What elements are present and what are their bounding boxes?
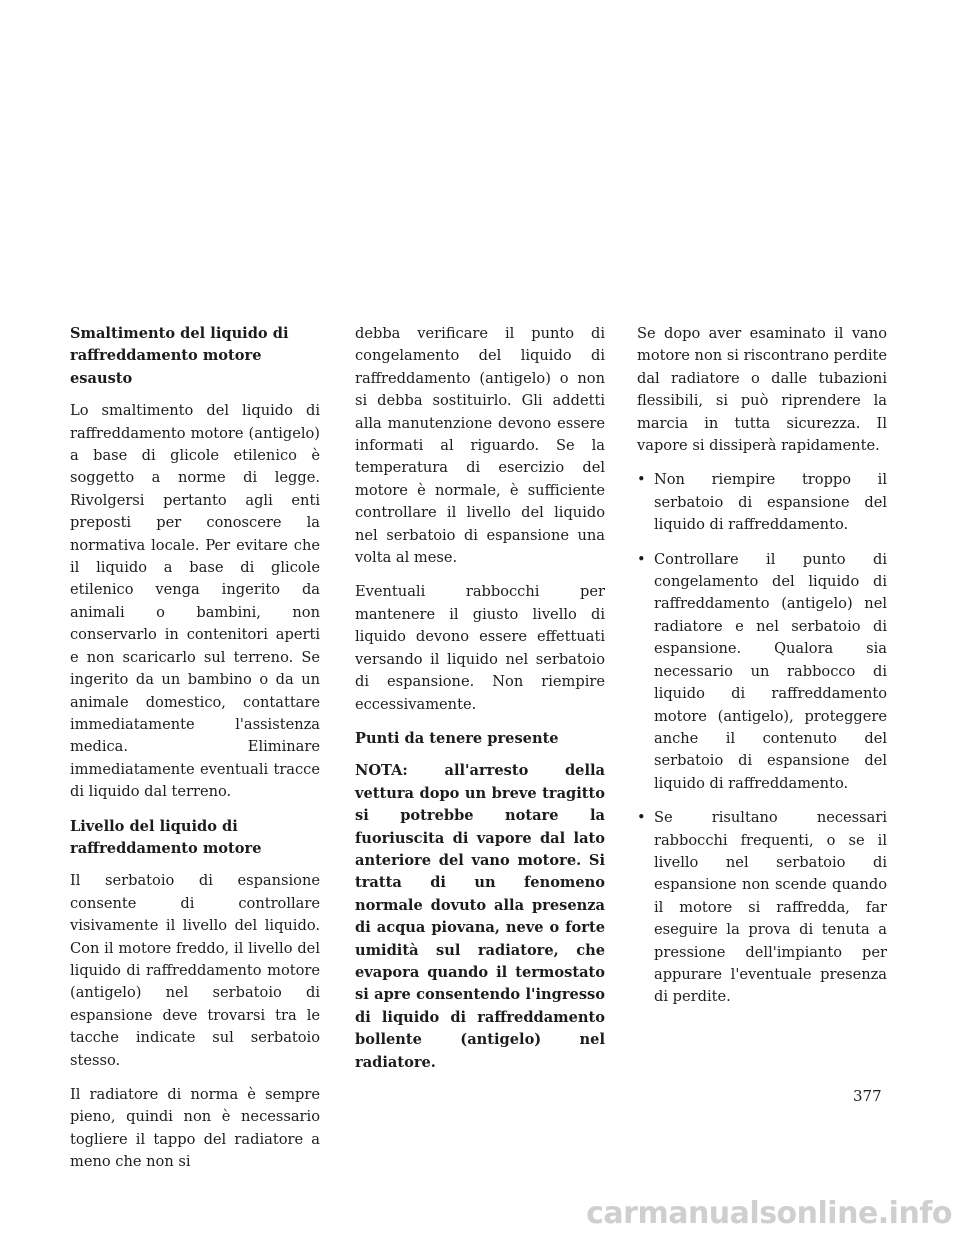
paragraph-topping-up: Eventuali rabbocchi per mantenere il giusto livello di liquido devono essere effettuati versando il liquido nel serbatoio di espansione. Non riempire eccessivamente. bbox=[355, 583, 605, 713]
text-column-3 bbox=[637, 323, 887, 1021]
section-heading-coolant-disposal: Smaltimento del liquido di raffreddamento motore esausto bbox=[70, 325, 289, 387]
text-column-2 bbox=[355, 323, 605, 1086]
paragraph-coolant-disposal: Lo smaltimento del liquido di raffreddamento motore (antigelo) a base di glicole etilenico è soggetto a norme di legge. Rivolgersi pertanto agli enti preposti per conoscere la normativa locale. Per evitare che il liquido a base di glicole etilenico venga ingerito da animali o bambini, non conservarlo in contenitori aperti e non scaricarlo sul terreno. Se ingerito da un bambino o da un animale domestico, contattare immediatamente l'assistenza medica. Eliminare immediatamente eventuali tracce di liquido dal terreno. bbox=[70, 402, 320, 801]
paragraph-freezing-point: debba verificare il punto di congelamento del liquido di raffreddamento (antigelo) o non si debba sostituirlo. Gli addetti alla manutenzione devono essere informati al riguardo. Se la temperatura di esercizio del motore è normale, è sufficiente controllare il livello del liquido nel serbatoio di espansione una volta al mese. bbox=[355, 325, 605, 567]
list-item-text: Non riempire troppo il serbatoio di espansione del liquido di raffreddamento. bbox=[654, 471, 887, 534]
section-heading-coolant-level: Livello del liquido di raffreddamento motore bbox=[70, 817, 262, 857]
bullet-list bbox=[637, 469, 887, 1008]
bullet-icon: • bbox=[637, 550, 646, 568]
page-number: 377 bbox=[853, 1087, 882, 1105]
paragraph-coolant-level: Il serbatoio di espansione consente di controllare visivamente il livello del liquido. Con il motore freddo, il livello del liquido di raffreddamento motore (antigelo) nel serbatoio di espansione deve trovarsi tra le tacche indicate sul serbatoio stesso. bbox=[70, 872, 320, 1069]
list-item bbox=[637, 549, 887, 795]
bullet-icon: • bbox=[637, 471, 646, 489]
bullet-icon: • bbox=[637, 809, 646, 827]
list-item-text: Controllare il punto di congelamento del liquido di raffreddamento (antigelo) nel radiatore e nel serbatoio di espansione. Qualora sia necessario un rabbocco di liquido di raffreddamento motore (antigelo), proteggere anche il contenuto del serbatoio di espansione del liquido di raffreddamento. bbox=[654, 550, 887, 792]
paragraph-resume-driving: Se dopo aver esaminato il vano motore non si riscontrano perdite dal radiatore o dalle tubazioni flessibili, si può riprendere la marcia in tutta sicurezza. Il vapore si dissiperà rapidamente. bbox=[637, 325, 887, 455]
list-item bbox=[637, 807, 887, 1009]
list-item-text: Se risultano necessari rabbocchi frequenti, o se il livello nel serbatoio di espansione non scende quando il motore si raffredda, far eseguire la prova di tenuta a pressione dell'impianto per appurare l'eventuale presenza di perdite. bbox=[654, 809, 887, 1006]
list-item bbox=[637, 469, 887, 536]
note-steam-warning: NOTA: all'arresto della vettura dopo un breve tragitto si potrebbe notare la fuoriuscita di vapore dal lato anteriore del vano motore. Si tratta di un fenomeno normale dovuto alla presenza di acqua piovana, neve o forte umidità sul radiatore, che evapora quando il termostato si apre consentendo l'ingresso di liquido di raffreddamento bollente (antigelo) nel radiatore. bbox=[355, 762, 605, 1071]
section-heading-points-to-remember: Punti da tenere presente bbox=[355, 729, 559, 747]
paragraph-radiator-full: Il radiatore di norma è sempre pieno, quindi non è necessario togliere il tappo del radiatore a meno che non si bbox=[70, 1086, 320, 1171]
watermark-logo: carmanualsonline.info bbox=[586, 1196, 952, 1231]
text-column-1 bbox=[70, 323, 320, 1186]
